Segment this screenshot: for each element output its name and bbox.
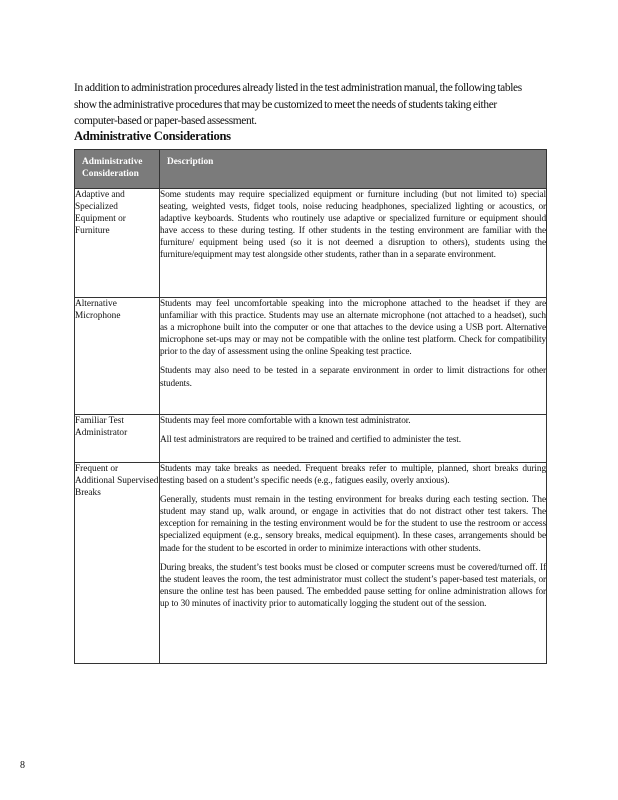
description-paragraph: Some students may require specialized equipment or furniture including (but not limited to) special seating, weighted vests, fidget tools, noise reducing headphones, specialized lighting or acoustics, or adaptive keyboards. Students who routinely use adaptive or specialized furniture or equipment should have access to these during testing. If other students in the testing environment are familiar with the furniture/ equipment being used (so it is not deemed a disruption to others), students using the furniture/equipment may test alongside other students, rather than in a separate environment. bbox=[160, 190, 546, 261]
description-paragraph: Students may take breaks as needed. Frequent breaks refer to multiple, planned, short breaks during testing based on a student’s specific needs (e.g., fatigues easily, overly anxious). bbox=[160, 464, 546, 487]
table-row bbox=[75, 189, 547, 298]
section-title: Administrative Considerations bbox=[74, 129, 231, 143]
table-row bbox=[75, 298, 547, 415]
header-description: Description bbox=[160, 150, 547, 189]
description-paragraph: All test administrators are required to be trained and certified to administer the test. bbox=[160, 435, 461, 446]
consideration-cell: Alternative Microphone bbox=[75, 298, 160, 415]
consideration-cell: Frequent or Additional Supervised Breaks bbox=[75, 463, 160, 664]
description-cell bbox=[160, 415, 547, 463]
description-paragraph: Students may feel uncomfortable speaking into the microphone attached to the headset if they are unfamiliar with this practice. Students may use an alternate microphone (not attached to a headset), such as a microphone built into the computer or one that attaches to the device using a USB port. Alternative microphone set-ups may or may not be compatible with the online test platform. Check for compatibility prior to the day of assessment using the online Speaking test practice. bbox=[160, 299, 546, 358]
description-paragraph: Generally, students must remain in the testing environment for breaks during each testing section. The student may stand up, walk around, or engage in activities that do not distract other test takers. The exception for remaining in the testing environment would be for the student to use the restroom or access specialized equipment (e.g., sensory breaks, medical equipment). In these cases, arrangements should be made for the student to be escorted in order to minimize interactions with other students. bbox=[160, 495, 546, 554]
description-paragraph: Students may also need to be tested in a separate environment in order to limit distractions for other students. bbox=[160, 366, 546, 389]
description-cell bbox=[160, 463, 547, 664]
intro-paragraph: In addition to administration procedures already listed in the test administration manual, the following tables show the administrative procedures that may be customized to meet the needs of students taking either computer-based or paper-based assessment. bbox=[74, 82, 522, 128]
description-paragraph: During breaks, the student’s test books must be closed or computer screens must be covered/turned off. If the student leaves the room, the test administrator must collect the student’s paper-based test materials, or ensure the online test has been paused. The embedded pause setting for online administration allows for up to 30 minutes of inactivity prior to automatically logging the student out of the session. bbox=[160, 562, 546, 609]
consideration-cell: Familiar Test Administrator bbox=[75, 415, 160, 463]
considerations-table bbox=[74, 149, 547, 664]
table-row bbox=[75, 415, 547, 463]
table-header-row bbox=[75, 150, 547, 189]
description-cell bbox=[160, 298, 547, 415]
consideration-cell: Adaptive and Specialized Equipment or Furniture bbox=[75, 189, 160, 298]
header-consideration: Administrative Consideration bbox=[75, 150, 160, 189]
description-paragraph: Students may feel more comfortable with a known test administrator. bbox=[160, 416, 411, 426]
table-row bbox=[75, 463, 547, 664]
description-cell bbox=[160, 189, 547, 298]
page-number: 8 bbox=[20, 760, 25, 771]
